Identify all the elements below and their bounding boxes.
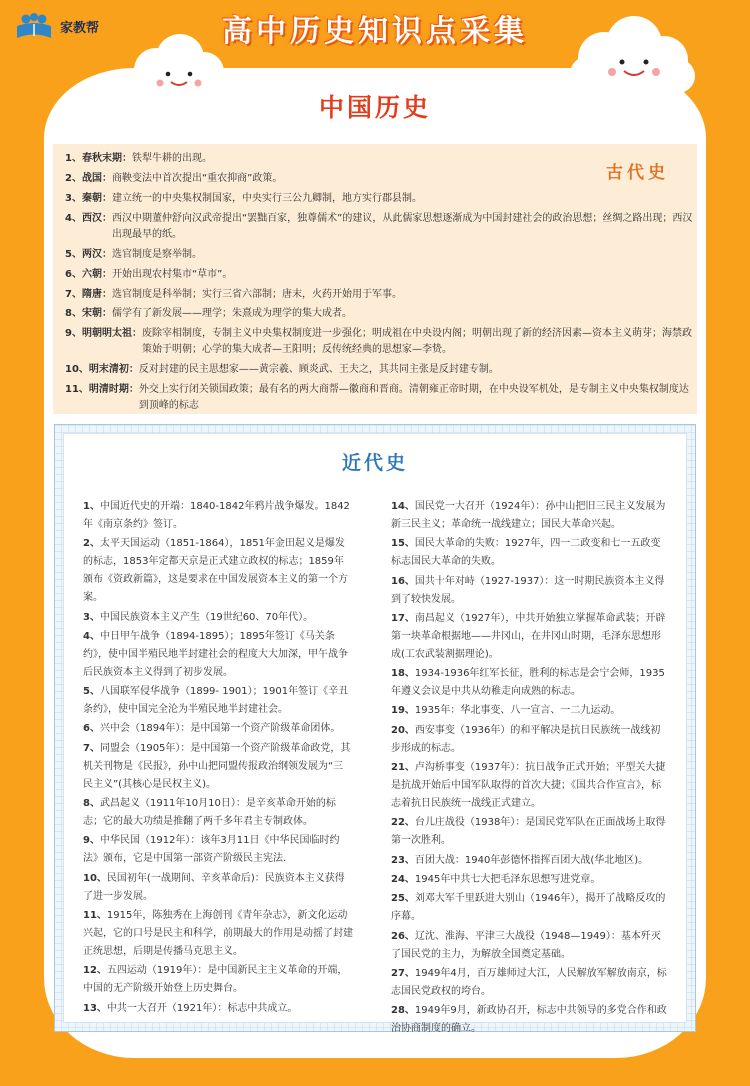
ancient-item-num: 2、 <box>65 172 82 184</box>
modern-item-number: 15、 <box>391 538 415 550</box>
modern-history-title: 近代史 <box>341 452 408 474</box>
list-item <box>65 326 697 357</box>
modern-item-number: 1、 <box>83 501 100 512</box>
modern-item-number: 7、 <box>83 742 100 754</box>
ancient-item-sep: ： <box>128 384 139 396</box>
list-item <box>391 965 669 1001</box>
section-title: 中国历史 <box>318 93 431 122</box>
list-item <box>65 151 697 167</box>
ancient-item-text: 开始出现农村集市“草市”。 <box>111 268 233 280</box>
ancient-item-num: 11、 <box>65 384 89 396</box>
modern-item-number: 5、 <box>83 686 100 698</box>
list-item <box>391 871 669 889</box>
modern-item-text: 中共一大召开（1921年）：标志中共成立。 <box>106 1002 298 1014</box>
ancient-item-text: 儒学有了新发展——理学；朱熹成为理学的集大成者。 <box>111 308 352 320</box>
list-item <box>391 928 669 964</box>
list-item <box>391 498 669 534</box>
ancient-item-period: 秦朝 <box>81 192 102 204</box>
ancient-item-sep: ： <box>131 328 142 340</box>
list-item <box>391 610 669 664</box>
list-item <box>65 362 697 378</box>
list-item <box>83 609 353 627</box>
modern-item-number: 4、 <box>83 630 100 642</box>
list-item <box>83 720 353 738</box>
modern-item-text: 太平天国运动（1851-1864），1851年金田起义是爆发的标志，1853年定都天京是正式建立政权的标志；1859年颁布《资政新篇》，这是要求在中国发展资本主义的第一个方案。 <box>83 538 348 604</box>
list-item <box>65 191 697 207</box>
modern-item-number: 26、 <box>391 930 415 942</box>
list-item <box>391 702 669 720</box>
ancient-item-period: 明朝明太祖 <box>81 328 132 340</box>
modern-item-number: 22、 <box>391 817 415 829</box>
modern-item-text: 国民大革命的失败：1927年，四一二政变和七一五政变标志国民大革命的失败。 <box>391 538 661 568</box>
list-item <box>83 498 353 534</box>
list-item <box>83 628 353 682</box>
modern-item-text: 刘邓大军千里跃进大别山（1946年），揭开了战略反攻的序幕。 <box>391 893 666 923</box>
modern-item-text: 国民党一大召开（1924年）：孙中山把旧三民主义发展为新三民主义；革命统一战线建立；国民大革命兴起。 <box>391 501 666 530</box>
modern-item-text: 1949年9月，新政协召开，标志中共领导的多党合作和政治协商制度的确立。 <box>391 1005 667 1035</box>
modern-item-text: 南昌起义（1927年），中共开始独立掌握革命武装；开辟第一块革命根据地——井冈山，在井冈山时期，毛泽东思想形成(工农武装割据理论)。 <box>391 612 666 660</box>
modern-item-text: 民国初年(一战期间、辛亥革命后)：民族资本主义获得了进一步发展。 <box>83 872 345 902</box>
ancient-item-period: 明清时期 <box>88 384 129 396</box>
modern-item-text: 国共十年对峙（1927-1937）：这一时期民族资本主义得到了较快发展。 <box>391 575 665 605</box>
ancient-item-period: 隋唐 <box>81 288 102 300</box>
list-item <box>65 382 697 413</box>
ancient-item-period: 春秋末期 <box>81 153 122 164</box>
modern-item-number: 18、 <box>391 668 415 680</box>
list-item <box>83 683 353 719</box>
ancient-item-text: 外交上实行闭关锁国政策；最有名的两大商帮—徽商和晋商。清朝雍正帝时期，在中央设军机处，是专制主义中央集权制度达到顶峰的标志 <box>138 384 689 411</box>
modern-item-text: 台儿庄战役（1938年）：是国民党军队在正面战场上取得第一次胜利。 <box>391 817 666 847</box>
modern-item-number: 24、 <box>391 873 415 885</box>
list-item <box>65 306 697 322</box>
list-item <box>391 814 669 850</box>
ancient-item-sep: ： <box>128 364 139 376</box>
ancient-item-num: 8、 <box>65 308 82 320</box>
ancient-item-period: 宋朝 <box>81 308 102 320</box>
ancient-item-text: 选官制度是科举制；实行三省六部制；唐末，火药开始用于军事。 <box>111 288 402 300</box>
brand-name: 家教帮 <box>60 20 100 36</box>
list-item <box>83 740 353 794</box>
list-item <box>65 171 697 187</box>
ancient-item-sep: ： <box>101 268 112 280</box>
ancient-item-text: 商鞅变法中首次提出“重农抑商”政策。 <box>111 172 283 184</box>
modern-history-panel <box>63 433 687 1035</box>
modern-item-number: 10、 <box>83 872 107 884</box>
ancient-history-label: 古代史 <box>606 163 669 183</box>
ancient-item-sep: ： <box>101 212 112 224</box>
modern-item-text: 1935年：华北事变、八一宣言、一二九运动。 <box>414 705 621 717</box>
modern-item-number: 14、 <box>391 501 415 512</box>
modern-item-text: 百团大战：1940年彭德怀指挥百团大战(华北地区)。 <box>414 854 649 866</box>
modern-item-number: 25、 <box>391 893 415 905</box>
list-item <box>391 759 669 813</box>
modern-item-number: 19、 <box>391 705 415 717</box>
page-title: 高中历史知识点采集 <box>222 14 528 49</box>
modern-item-number: 13、 <box>83 1002 107 1014</box>
ancient-item-period: 战国 <box>81 172 102 184</box>
modern-item-text: 兴中会（1894年）：是中国第一个资产阶级革命团体。 <box>99 723 341 735</box>
ancient-item-num: 5、 <box>65 248 82 260</box>
ancient-item-num: 1、 <box>65 153 82 164</box>
ancient-item-num: 10、 <box>65 364 89 376</box>
modern-item-text: 中国近代史的开端：1840-1842年鸦片战争爆发。1842年《南京条约》签订。 <box>83 501 350 530</box>
modern-item-text: 中日甲午战争（1894-1895）；1895年签订《马关条约》，使中国半殖民地半封建社会的程度大大加深，甲午战争后民族资本主义得到了初步发展。 <box>83 630 348 678</box>
ancient-item-sep: ： <box>101 172 112 184</box>
modern-history-left-column <box>83 498 353 1019</box>
modern-item-number: 23、 <box>391 854 415 866</box>
ancient-item-period: 六朝 <box>81 268 102 280</box>
list-item <box>391 535 669 571</box>
modern-item-number: 28、 <box>391 1005 415 1017</box>
modern-item-text: 八国联军侵华战争（1899- 1901）；1901年签订《辛丑条约》，使中国完全沦为半殖民地半封建社会。 <box>83 686 349 716</box>
list-item <box>83 795 353 831</box>
list-item <box>83 832 353 868</box>
modern-item-text: 1949年4月，百万雄师过大江，人民解放军解放南京，标志国民党政权的垮台。 <box>391 967 667 997</box>
ancient-item-sep: ： <box>101 288 112 300</box>
modern-history-right-column <box>391 498 669 1039</box>
modern-item-text: 1915年，陈独秀在上海创刊《青年杂志》，新文化运动兴起，它的口号是民主和科学，前期最大的作用是动摇了封建正统思想，后期是传播马克思主义。 <box>83 909 353 957</box>
list-item <box>391 852 669 870</box>
list-item <box>391 573 669 609</box>
ancient-item-text: 西汉中期董仲舒向汉武帝提出“罢黜百家，独尊儒术”的建议，从此儒家思想逐渐成为中国封建社会的政治思想；丝绸之路出现；西汉出现最早的纸。 <box>111 212 693 240</box>
modern-item-text: 中国民族资本主义产生（19世纪60、70年代）。 <box>99 611 314 623</box>
modern-item-number: 17、 <box>391 612 415 624</box>
modern-item-text: 卢沟桥事变（1937年）：抗日战争正式开始；平型关大捷是抗战开始后中国军队取得的首次大捷；《国共合作宣言》，标志着抗日民族统一战线正式建立。 <box>391 762 666 810</box>
modern-item-text: 辽沈、淮海、平津三大战役（1948—1949）：基本歼灭了国民党的主力，为解放全国奠定基础。 <box>391 930 661 960</box>
modern-item-number: 16、 <box>391 575 415 587</box>
modern-item-text: 1934-1936年红军长征，胜利的标志是会宁会师，1935年遵义会议是中共从幼稚走向成熟的标志。 <box>391 668 665 698</box>
modern-item-number: 20、 <box>391 724 415 736</box>
ancient-item-num: 9、 <box>65 328 82 340</box>
modern-item-number: 21、 <box>391 762 415 774</box>
ancient-item-text: 反对封建的民主思想家——黄宗羲、顾炎武、王夫之，其共同主张是反封建专制。 <box>138 364 499 376</box>
list-item <box>83 535 353 607</box>
list-item <box>65 287 697 303</box>
modern-item-text: 中华民国（1912年）：该年3月11日《中华民国临时约法》颁布，它是中国第一部资产阶级民主宪法. <box>83 835 340 865</box>
modern-item-text: 1945年中共七大把毛泽东思想写进党章。 <box>414 873 601 885</box>
modern-item-number: 12、 <box>83 965 107 977</box>
modern-item-text: 五四运动（1919年）：是中国新民主主义革命的开端，中国的无产阶级开始登上历史舞台。 <box>83 965 348 995</box>
ancient-history-list <box>65 151 697 413</box>
ancient-item-num: 6、 <box>65 268 82 280</box>
list-item <box>83 870 353 906</box>
ancient-item-text: 建立统一的中央集权制国家，中央实行三公九卿制，地方实行郡县制。 <box>111 192 422 204</box>
list-item <box>391 1002 669 1038</box>
modern-item-text: 武昌起义（1911年10月10日）：是辛亥革命开始的标志；它的最大功绩是推翻了两千多年君主专制政体。 <box>83 798 336 828</box>
ancient-item-period: 明末清初 <box>88 364 129 376</box>
modern-item-number: 9、 <box>83 835 100 847</box>
modern-item-text: 同盟会（1905年）：是中国第一个资产阶级革命政党，其机关刊物是《民报》，孙中山把同盟传报政治纲领发展为“三民主义”(其核心是民权主义)。 <box>83 742 351 790</box>
list-item <box>83 962 353 998</box>
list-item <box>65 267 697 283</box>
list-item <box>391 665 669 701</box>
modern-item-number: 8、 <box>83 798 100 810</box>
modern-item-text: 西安事变（1936年）的和平解决是抗日民族统一战线初步形成的标志。 <box>391 724 661 754</box>
modern-item-number: 6、 <box>83 723 100 735</box>
modern-item-number: 2、 <box>83 538 100 550</box>
ancient-item-text: 铁犁牛耕的出现。 <box>131 153 212 164</box>
modern-item-number: 27、 <box>391 967 415 979</box>
ancient-item-text: 选官制度是察举制。 <box>111 248 202 260</box>
ancient-item-sep: ： <box>101 192 112 204</box>
list-item <box>65 211 697 242</box>
ancient-history-box <box>53 144 697 414</box>
list-item <box>391 722 669 758</box>
ancient-item-period: 两汉 <box>81 248 102 260</box>
ancient-item-sep: ： <box>101 308 112 320</box>
ancient-item-num: 3、 <box>65 192 82 204</box>
ancient-item-num: 4、 <box>65 212 82 224</box>
list-item <box>391 890 669 926</box>
modern-item-number: 11、 <box>83 909 107 921</box>
list-item <box>83 1000 353 1018</box>
ancient-item-period: 西汉 <box>81 212 102 224</box>
ancient-item-sep: ： <box>121 153 132 164</box>
list-item <box>83 907 353 961</box>
ancient-item-text: 废除宰相制度，专制主义中央集权制度进一步强化；明成祖在中央设内阁；明朝出现了新的经济因素—资本主义萌芽；海禁政策始于明朝；心学的集大成者—王阳明；反传统经典的思想家—李贽。 <box>141 328 692 356</box>
ancient-item-sep: ： <box>101 248 112 260</box>
modern-history-box <box>54 424 696 1035</box>
modern-item-number: 3、 <box>83 611 100 623</box>
list-item <box>65 247 697 263</box>
ancient-item-num: 7、 <box>65 288 82 300</box>
